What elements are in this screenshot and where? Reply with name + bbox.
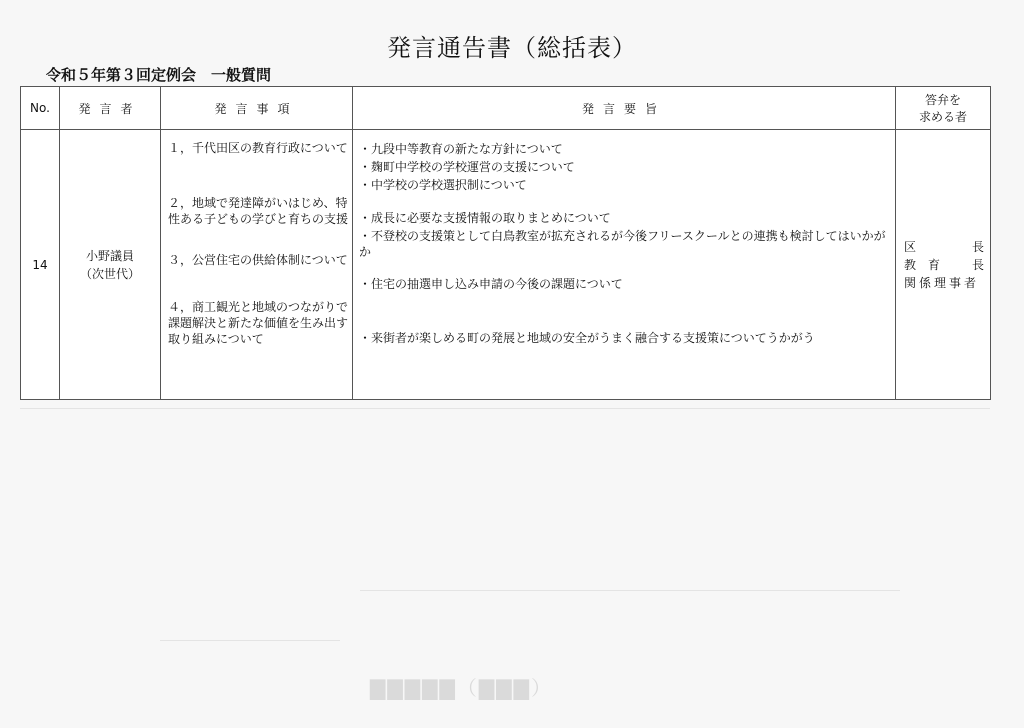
summary-line: ・九段中等教育の新たな方針について — [359, 142, 563, 156]
respondent-officials — [896, 274, 990, 292]
row-speaker — [60, 130, 161, 400]
respondent-text: 関係理事者 — [904, 275, 980, 290]
respondent-education — [896, 256, 990, 274]
row-respondents — [896, 130, 991, 400]
respondent-mayor — [896, 238, 990, 256]
table-row — [21, 130, 991, 400]
summary-group-3 — [353, 275, 895, 293]
summary-line: ・成長に必要な支援情報の取りまとめについて — [359, 211, 611, 225]
summary-line: ・麹町中学校の学校運営の支援について — [359, 160, 575, 174]
item-2: ２，地域で発達障がいはじめ、特性ある子どもの学びと育ちの支援 — [168, 196, 349, 226]
row-items — [161, 130, 353, 400]
show-through-title: ▇▇▇▇▇（▇▇▇） — [370, 676, 554, 700]
header-speaker: 発言者 — [60, 87, 161, 130]
respondent-text: 長 — [971, 239, 984, 254]
row-summary — [353, 130, 896, 400]
header-respondents-line1: 答弁を — [924, 93, 961, 107]
header-summary: 発言要旨 — [353, 87, 896, 130]
show-through-line — [20, 408, 990, 409]
respondent-text: 教育 — [904, 257, 953, 272]
speaker-name: 小野議員 — [85, 248, 134, 263]
show-through-line — [360, 590, 900, 591]
summary-line: ・不登校の支援策として白鳥教室が拡充されるが今後フリースクールとの連携も検討してはいかがか — [359, 229, 886, 259]
header-items: 発言事項 — [161, 87, 353, 130]
summary-group-1 — [353, 140, 895, 194]
respondent-text: 長 — [971, 257, 984, 272]
summary-group-4 — [353, 329, 895, 347]
document-title: 発言通告書（総括表） — [387, 34, 637, 62]
summary-line: ・住宅の抽選申し込み申請の今後の課題について — [359, 277, 623, 291]
row-no: 14 — [21, 130, 60, 400]
summary-line: ・中学校の学校選択制について — [359, 178, 527, 192]
table-header-row — [21, 87, 991, 130]
show-through-line — [160, 640, 340, 641]
speaker-party: （次世代） — [79, 266, 140, 281]
respondent-text: 区 — [904, 239, 917, 254]
item-3: ３，公営住宅の供給体制について — [168, 253, 348, 267]
item-4: ４，商工観光と地域のつながりで課題解決と新たな価値を生み出す取り組みについて — [168, 300, 349, 346]
header-no: No. — [21, 87, 60, 130]
header-respondents — [896, 87, 991, 130]
item-1: １，千代田区の教育行政について — [168, 141, 348, 155]
summary-group-2 — [353, 209, 895, 260]
summary-line: ・来街者が楽しめる町の発展と地域の安全がうまく融合する支援策についてうかがう — [359, 331, 815, 345]
notice-table — [20, 86, 991, 400]
document-subtitle: 令和５年第３回定例会 一般質問 — [46, 66, 272, 84]
header-respondents-line2: 求める者 — [918, 110, 967, 124]
